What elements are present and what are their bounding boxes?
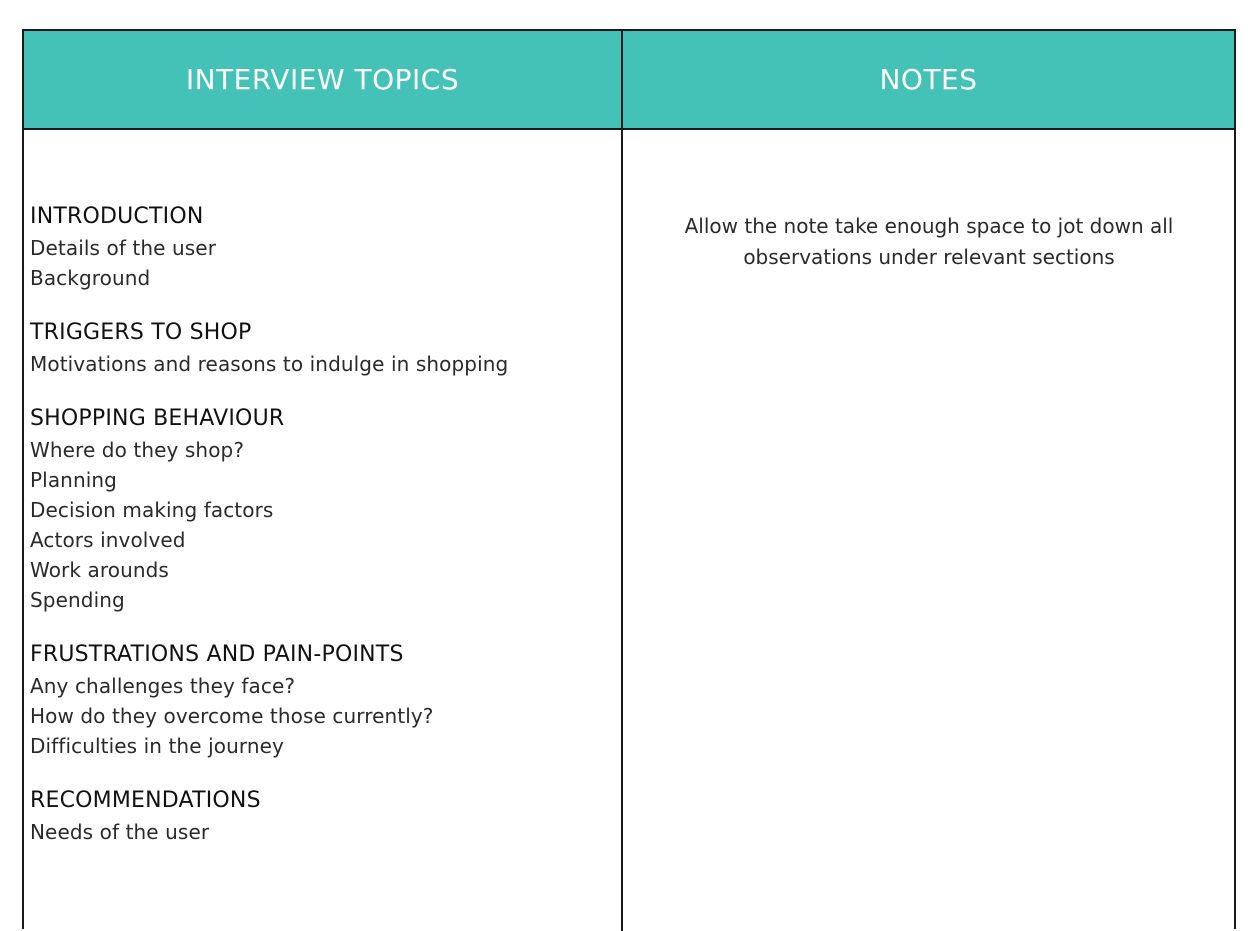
topic-section-triggers [30,317,615,379]
list-item: Planning [30,468,117,492]
list-item: Details of the user [30,236,217,260]
topic-section-introduction [30,201,615,293]
column-divider [621,31,623,931]
list-item: Difficulties in the journey [30,734,284,758]
list-item: Background [30,266,151,290]
list-item: Where do they shop? [30,438,245,462]
header-interview-topics: INTERVIEW TOPICS [185,63,460,96]
header-notes: NOTES [879,63,978,96]
list-item: How do they overcome those currently? [30,704,434,728]
list-item: Needs of the user [30,820,210,844]
list-item: Work arounds [30,558,169,582]
table-header-row [24,31,1234,130]
topic-section-recommendations [30,785,615,847]
list-item: Actors involved [30,528,186,552]
topics-column [30,201,615,871]
list-item: Motivations and reasons to indulge in shopping [30,352,509,376]
topic-section-frustrations [30,639,615,761]
section-title: INTRODUCTION [30,204,204,229]
notes-placeholder-text: Allow the note take enough space to jot down all observations under relevant sections [684,214,1174,269]
section-title: RECOMMENDATIONS [30,788,261,813]
section-title: SHOPPING BEHAVIOUR [30,406,285,431]
section-title: TRIGGERS TO SHOP [30,320,252,345]
topic-section-shopping-behaviour [30,403,615,615]
list-item: Spending [30,588,125,612]
list-item: Any challenges they face? [30,674,296,698]
section-title: FRUSTRATIONS AND PAIN-POINTS [30,642,404,667]
list-item: Decision making factors [30,498,274,522]
interview-table [22,29,1236,929]
